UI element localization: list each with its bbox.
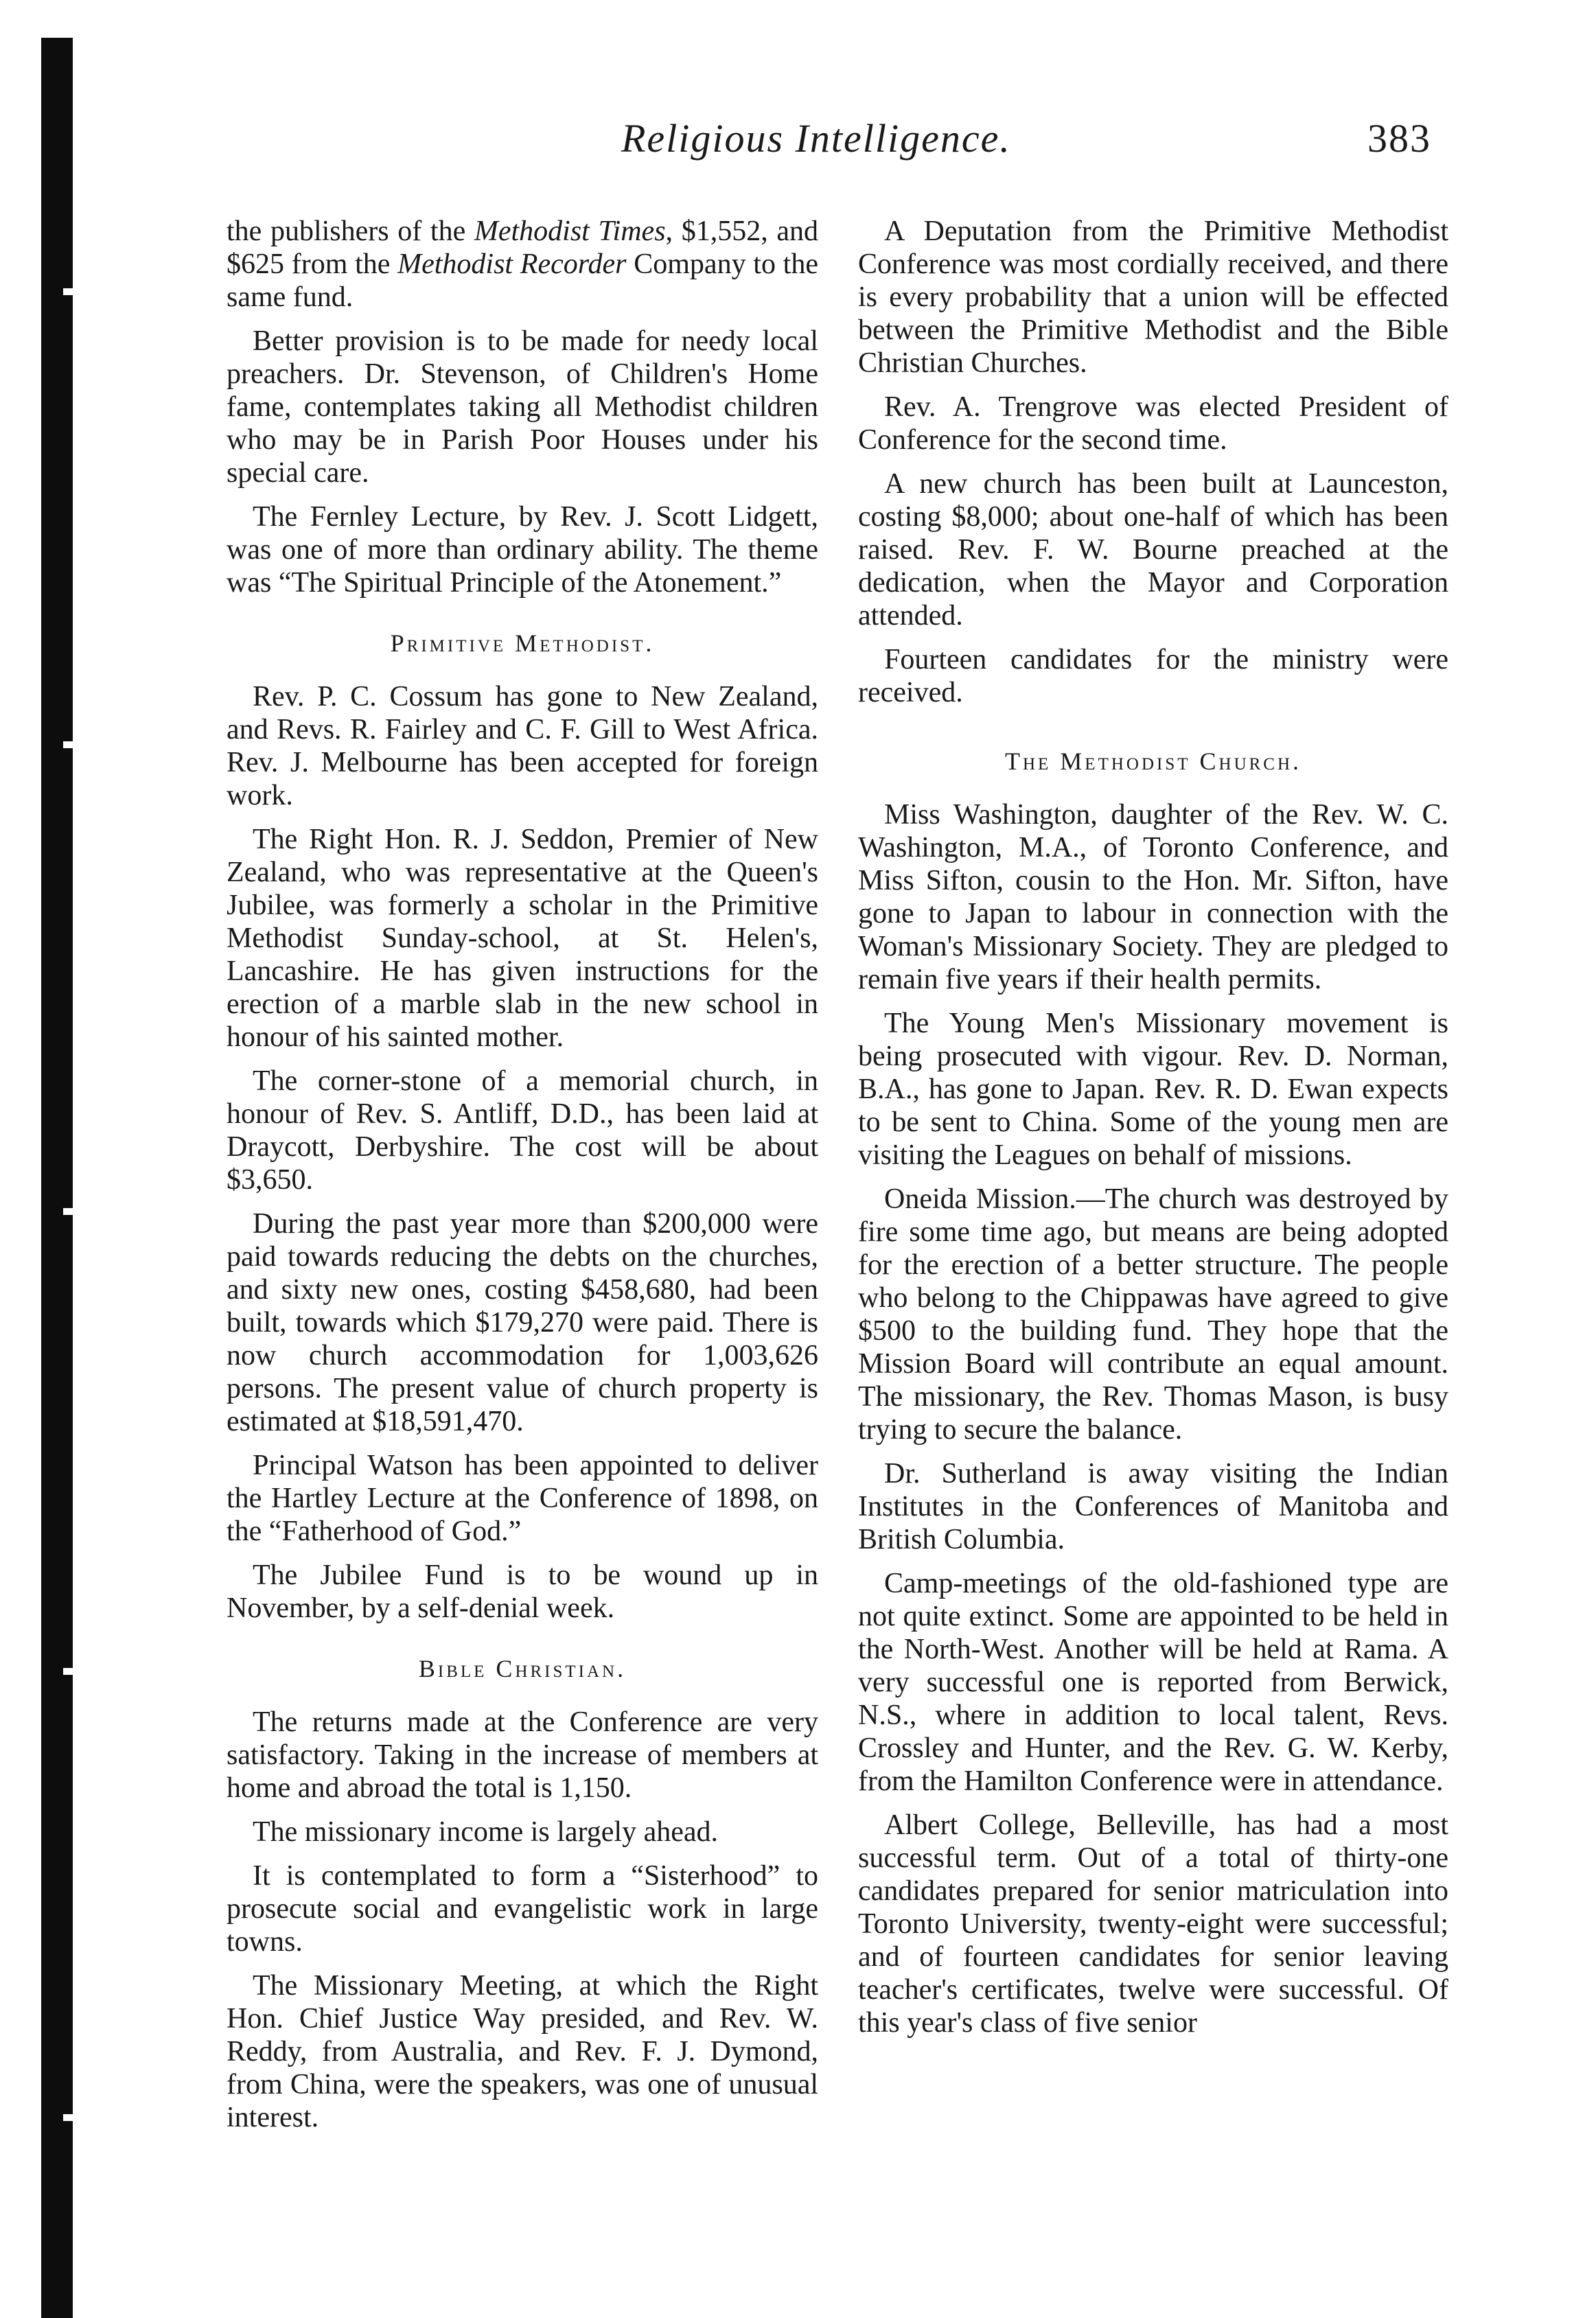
paragraph: Miss Washington, daughter of the Rev. W. C. Washington, M.A., of Toronto Conference, and Miss Sifton, cousin to the Hon. Mr. Sifton, have gone to Japan to labour in connection with the Woman's Missionary Society. They are pledged to remain five years if their health permits. — [858, 799, 1448, 995]
paragraph: Fourteen candidates for the ministry were received. — [858, 644, 1448, 708]
binding-mark — [63, 2114, 73, 2121]
paragraph: the publishers of the Methodist Times, $1,552, and $625 from the Methodist Recorder Company to the same fund. — [227, 216, 818, 313]
paragraph: The Right Hon. R. J. Seddon, Premier of New Zealand, who was representative at the Queen's Jubilee, was formerly a scholar in the Primitive Methodist Sunday-school, at St. Helen's, Lancashire. He has given instructions for the erection of a marble slab in the new school in honour of his sainted mother. — [227, 824, 818, 1053]
paragraph: The Missionary Meeting, at which the Right Hon. Chief Justice Way presided, and Rev. W. Reddy, from Australia, and Rev. F. J. Dymond, from China, were the speakers, was one of unusual interest. — [227, 1970, 818, 2133]
paragraph: Dr. Sutherland is away visiting the Indian Institutes in the Conferences of Manitoba and British Columbia. — [858, 1458, 1448, 1555]
binding-mark — [63, 741, 73, 748]
paragraph: The corner-stone of a memorial church, in honour of Rev. S. Antliff, D.D., has been laid at Draycott, Derbyshire. The cost will be about $3,650. — [227, 1065, 818, 1196]
paragraph: The Fernley Lecture, by Rev. J. Scott Lidgett, was one of more than ordinary ability. The theme was “The Spiritual Principle of the Atonement.” — [227, 501, 818, 599]
paragraph: A Deputation from the Primitive Methodist Conference was most cordially received, and there is every probability that a union will be effected between the Primitive Methodist and the Bible Christian Churches. — [858, 216, 1448, 379]
paragraph: Principal Watson has been appointed to deliver the Hartley Lecture at the Conference of 1898, on the “Fatherhood of God.” — [227, 1450, 818, 1547]
paragraph: Rev. A. Trengrove was elected President of Conference for the second time. — [858, 391, 1448, 456]
binding-mark — [63, 1208, 73, 1215]
page-number: 383 — [1367, 116, 1431, 161]
left-column — [227, 215, 818, 2145]
binding-mark — [63, 288, 73, 295]
paragraph: Oneida Mission.—The church was destroyed by fire some time ago, but means are being adopted for the erection of a better structure. The people who belong to the Chippawas have agreed to give $500 to the building fund. They hope that the Mission Board will contribute an equal amount. The missionary, the Rev. Thomas Mason, is busy trying to secure the balance. — [858, 1183, 1448, 1446]
paragraph: It is contemplated to form a “Sisterhood” to prosecute social and evangelistic work in large towns. — [227, 1860, 818, 1958]
page-binding-edge — [41, 38, 73, 2318]
running-head-title: Religious Intelligence. — [621, 116, 1011, 161]
paragraph: The missionary income is largely ahead. — [253, 1816, 719, 1848]
paragraph: A new church has been built at Launceston, costing $8,000; about one-half of which has been raised. Rev. F. W. Bourne preached at the dedication, when the Mayor and Corporation attended. — [858, 468, 1448, 631]
paragraph: The returns made at the Conference are very satisfactory. Taking in the increase of members at home and abroad the total is 1,150. — [227, 1706, 818, 1804]
paragraph: Rev. P. C. Cossum has gone to New Zealand, and Revs. R. Fairley and C. F. Gill to West Africa. Rev. J. Melbourne has been accepted for foreign work. — [227, 681, 818, 811]
section-heading-primitive-methodist: Primitive Methodist. — [390, 629, 655, 657]
right-column — [858, 215, 1448, 2050]
paragraph: During the past year more than $200,000 were paid towards reducing the debts on the churches, and sixty new ones, costing $458,680, had been built, towards which $179,270 were paid. There is now church accommodation for 1,003,626 persons. The present value of church property is estimated at $18,591,470. — [227, 1208, 818, 1437]
section-heading-bible-christian: Bible Christian. — [418, 1655, 627, 1682]
publication-title: Methodist Recorder — [397, 248, 627, 280]
binding-mark — [63, 1668, 73, 1675]
paragraph: Better provision is to be made for needy local preachers. Dr. Stevenson, of Children's Home fame, contemplates taking all Methodist children who may be in Parish Poor Houses under his special care. — [227, 325, 818, 489]
paragraph: Camp-meetings of the old-fashioned type are not quite extinct. Some are appointed to be held in the North-West. Another will be held at Rama. A very successful one is reported from Berwick, N.S., where in addition to local talent, Revs. Crossley and Hunter, and the Rev. G. W. Kerby, from the Hamilton Conference were in attendance. — [858, 1568, 1448, 1797]
paragraph: Albert College, Belleville, has had a most successful term. Out of a total of thirty-one candidates prepared for senior matriculation into Toronto University, twenty-eight were successful; and of fourteen candidates for senior leaving teacher's certificates, twelve were successful. Of this year's class of five senior — [858, 1809, 1448, 2039]
paragraph: The Young Men's Missionary movement is being prosecuted with vigour. Rev. D. Norman, B.A., has gone to Japan. Rev. R. D. Ewan expects to be sent to China. Some of the young men are visiting the Leagues on behalf of missions. — [858, 1008, 1448, 1171]
paragraph: The Jubilee Fund is to be wound up in November, by a self-denial week. — [227, 1560, 818, 1624]
publication-title: Methodist Times — [474, 216, 666, 247]
section-heading-methodist-church: The Methodist Church. — [1004, 747, 1302, 775]
